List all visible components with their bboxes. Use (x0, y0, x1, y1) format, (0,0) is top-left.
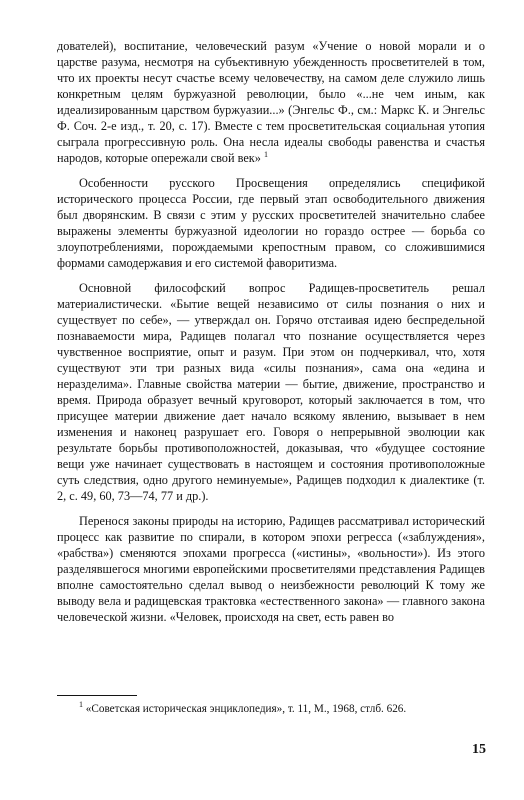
page-number: 15 (472, 742, 486, 757)
footnote-text: «Советская историческая энциклопедия», т. 11, М., 1968, стлб. 626. (85, 703, 407, 715)
footnote-marker: 1 (79, 700, 83, 709)
paragraph-3: Основной философский вопрос Радищев-просветитель решал материалистически. «Бытие вещей независимо от силы познания о них и существует по себе», — утверждал он. Горячо отстаивая идею беспредельной познаваемости мира, Радищев полагал что познание осуществляется через чувственное восприятие, опыт и разум. При этом он подчеркивал, что, хотя существуют эти три разных вида «силы познания», сама она «едина и неразделима». Главные свойства материи — бытие, движение, пространство и время. Природа образует вечный круговорот, который заключается в том, что присущее материи движение дает начало всякому явлению, вызывает в нем изменения и наконец разрушает его. Говоря о непрерывной эволюции как результате борьбы противоположностей, доказывая, что «будущее состояние вещи уже начинает существовать в настоящем и состояния противоположные суть следствия, одно другого неминуемые», Радищев подходил к диалектике (т. 2, с. 49, 60, 73—74, 77 и др.). (57, 281, 485, 503)
footnote (57, 702, 485, 716)
paragraph-1-text: дователей), воспитание, человеческий разум «Учение о новой морали и о царстве разума, несмотря на субъективную убежденность просветителей в том, что их проекты несут счастье всему человечеству, на самом деле служило лишь конкретным целям буржуазной революции, было «...не чем иным, как идеализированным царством буржуазии...» (Энгельс Ф., см.: Маркс К. и Энгельс Ф. Соч. 2-е изд., т. 20, с. 17). Вместе с тем просветительская социальная утопия сыграла прогрессивную роль. Она несла идеалы свободы равенства и счастья народов, которые опережали свой век» (57, 39, 485, 165)
paragraph-2: Особенности русского Просвещения определялись спецификой исторического процесса России, где первый этап освободительного движения был дворянским. В связи с этим у русских просветителей значительно слабее выражены элементы буржуазной идеологии но гораздо острее — борьба со злоупотреблениями, порождаемыми крепостным правом, со сложившимися формами самодержавия и его системой фаворитизма. (57, 176, 485, 270)
body-text (57, 38, 485, 634)
footnote-divider (57, 695, 137, 696)
paragraph-4: Перенося законы природы на историю, Радищев рассматривал исторический процесс как развитие по спирали, в котором эпохи регресса («заблуждения», «рабства») сменяются эпохами прогресса («истины», «вольности»). Из этого разделявшегося многими европейскими просветителями представления Радищев вполне самостоятельно сделал вывод о неизбежности революций К тому же выводу вела и радищевская трактовка «естественного закона» — главного закона человеческой жизни. «Человек, происходя на свет, есть равен во (57, 514, 485, 624)
footnote-reference: 1 (264, 150, 269, 159)
paragraph-1 (57, 38, 485, 166)
